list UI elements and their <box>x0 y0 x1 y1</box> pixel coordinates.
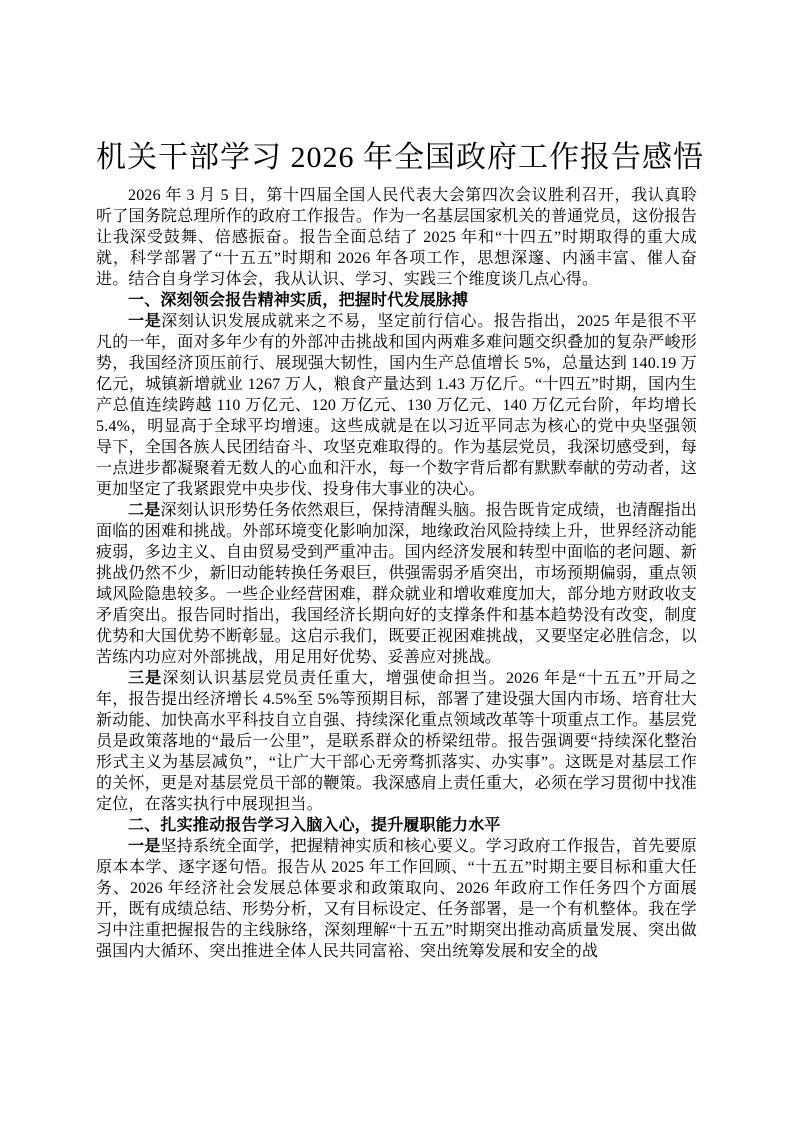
paragraph-intro <box>96 185 697 290</box>
paragraph-lead: 三是 <box>128 670 163 687</box>
section-heading-2: 二、扎实推动报告学习入脑入心，提升履职能力水平 <box>128 817 501 834</box>
paragraph <box>96 311 697 500</box>
paragraph-text: 深刻认识基层党员责任重大，增强使命担当。2026 年是“十五五”开局之年，报告提出经济增长 4.5%至 5%等预期目标，部署了建设强大国内市场、培育壮大新动能、加快高水平科技自立自强、持续深化重点领域改革等十项重点工作。基层党员是政策落地的“最后一公里”，是联系群众的桥梁纽带。报告强调要“持续深化整治形式主义为基层减负”，“让广大干部心无旁骛抓落实、办实事”。这既是对基层工作的关怀，更是对基层党员干部的鞭策。我深感肩上责任重大，必须在学习贯彻中找准定位，在落实执行中展现担当。 <box>96 670 697 813</box>
paragraph <box>96 668 697 815</box>
paragraph-lead: 一是 <box>128 313 162 330</box>
paragraph-lead: 一是 <box>128 838 161 855</box>
paragraph-text: 2026 年 3 月 5 日，第十四届全国人民代表大会第四次会议胜利召开，我认真聆听了国务院总理所作的政府工作报告。作为一名基层国家机关的普通党员，这份报告让我深受鼓舞、倍感振奋。报告全面总结了 2025 年和“十四五”时期取得的重大成就，科学部署了“十五五”时期和 2026 年各项工作，思想深邃、内涵丰富、催人奋进。结合自身学习体会，我从认识、学习、实践三个维度谈几点心得。 <box>96 187 697 288</box>
paragraph <box>96 500 697 668</box>
paragraph-text: 深刻认识形势任务依然艰巨，保持清醒头脑。报告既肯定成绩，也清醒指出面临的困难和挑战。外部环境变化影响加深，地缘政治风险持续上升，世界经济动能疲弱，多边主义、自由贸易受到严重冲击。国内经济发展和转型中面临的老问题、新挑战仍然不少，新旧动能转换任务艰巨，供强需弱矛盾突出，市场预期偏弱，重点领域风险隐患较多。一些企业经营困难，群众就业和增收难度加大，部分地方财政收支矛盾突出。报告同时指出，我国经济长期向好的支撑条件和基本趋势没有改变，制度优势和大国优势不断彰显。这启示我们，既要正视困难挑战，又要坚定必胜信念，以苦练内功应对外部挑战，用足用好优势、妥善应对挑战。 <box>96 502 697 666</box>
paragraph <box>96 836 697 962</box>
paragraph-text: 深刻认识发展成就来之不易，坚定前行信心。报告指出，2025 年是很不平凡的一年，面对多年少有的外部冲击挑战和国内两难多难问题交织叠加的复杂严峻形势，我国经济顶压前行、展现强大韧性，国内生产总值增长 5%，总量达到 140.19 万亿元，城镇新增就业 1267 万人，粮食产量达到 1.43 万亿斤。“十四五”时期，国内生产总值连续跨越 110 万亿元、120 万亿元、130 万亿元、140 万亿元台阶，年均增长 5.4%，明显高于全球平均增速。这些成就是在以习近平同志为核心的党中央坚强领导下，全国各族人民团结奋斗、攻坚克难取得的。作为基层党员，我深切感受到，每一点进步都凝聚着无数人的心血和汗水，每一个数字背后都有默默奉献的劳动者，这更加坚定了我紧跟党中央步伐、投身伟大事业的决心。 <box>96 313 697 498</box>
document-title: 机关干部学习 2026 年全国政府工作报告感悟 <box>96 141 704 174</box>
paragraph-lead: 二是 <box>128 502 161 519</box>
section-heading-1: 一、深刻领会报告精神实质，把握时代发展脉搏 <box>128 292 469 309</box>
paragraph-text: 坚持系统全面学，把握精神实质和核心要义。学习政府工作报告，首先要原原本本学、逐字逐句悟。报告从 2025 年工作回顾、“十五五”时期主要目标和重大任务、2026 年经济社会发展总体要求和政策取向、2026 年政府工作任务四个方面展开，既有成绩总结、形势分析，又有目标设定、任务部署，是一个有机整体。我在学习中注重把握报告的主线脉络，深刻理解“十五五”时期突出推动高质量发展、突出做强国内大循环、突出推进全体人民共同富裕、突出统筹发展和安全的战 <box>96 838 697 960</box>
